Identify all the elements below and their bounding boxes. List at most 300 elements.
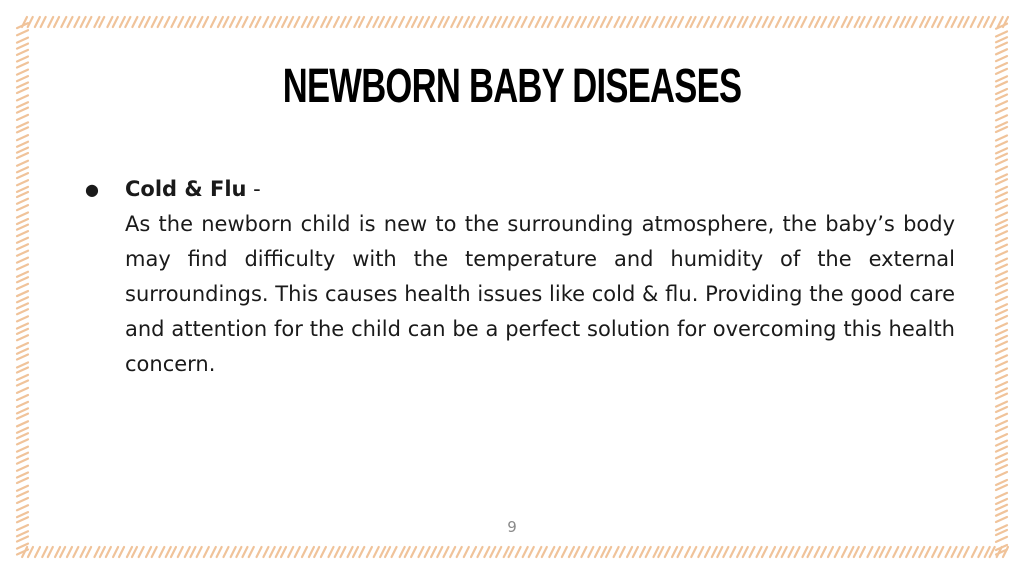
border-hatch-stroke (996, 323, 1007, 328)
border-hatch-stroke (646, 547, 651, 557)
border-hatch-stroke (900, 547, 905, 557)
border-hatch-stroke (48, 547, 53, 557)
border-hatch-stroke (17, 212, 28, 217)
border-hatch-stroke (795, 17, 800, 27)
border-hatch-stroke (808, 547, 813, 557)
border-hatch-stroke (996, 174, 1007, 179)
border-hatch-stroke (996, 459, 1007, 464)
border-hatch-stroke (996, 122, 1007, 127)
border-hatch-stroke (705, 547, 710, 557)
border-hatch-stroke (60, 547, 65, 557)
border-hatch-stroke (496, 17, 501, 27)
border-hatch-stroke (562, 17, 567, 27)
border-hatch-stroke (73, 547, 78, 557)
border-hatch-stroke (178, 547, 183, 557)
border-hatch-stroke (171, 547, 176, 557)
border-hatch-stroke (671, 17, 676, 27)
border-hatch-stroke (359, 547, 364, 557)
border-hatch-stroke (17, 537, 28, 542)
border-hatch-stroke (802, 547, 807, 557)
border-hatch-stroke (652, 17, 657, 27)
border-hatch-stroke (477, 17, 482, 27)
border-hatch-stroke (17, 473, 28, 478)
border-hatch-stroke (380, 547, 385, 557)
border-hatch-stroke (67, 17, 72, 27)
bullet-separator: - (246, 177, 261, 201)
border-hatch-stroke (762, 547, 767, 557)
border-hatch-stroke (314, 547, 319, 557)
border-hatch-stroke (444, 547, 449, 557)
border-hatch-stroke (17, 277, 28, 282)
border-hatch-stroke (996, 225, 1007, 230)
border-hatch-stroke (335, 547, 340, 557)
border-hatch-stroke (17, 433, 28, 438)
border-hatch-stroke (159, 547, 164, 557)
border-hatch-stroke (17, 148, 28, 153)
border-hatch-stroke (972, 547, 977, 557)
border-hatch-stroke (17, 264, 28, 269)
border-hatch-stroke (17, 402, 28, 407)
border-hatch-stroke (645, 17, 650, 27)
border-hatch-stroke (925, 547, 930, 557)
border-hatch-stroke (288, 547, 293, 557)
border-hatch-stroke (900, 17, 905, 27)
border-hatch-stroke (996, 499, 1007, 504)
border-hatch-stroke (204, 547, 209, 557)
border-hatch-stroke (243, 17, 248, 27)
border-hatch-stroke (776, 547, 781, 557)
border-hatch-stroke (581, 17, 586, 27)
border-hatch-stroke (41, 17, 46, 27)
border-hatch-stroke (17, 56, 28, 61)
border-hatch-stroke (185, 17, 190, 27)
border-hatch-stroke (738, 17, 743, 27)
border-hatch-stroke (197, 547, 202, 557)
border-hatch-stroke (996, 382, 1007, 387)
border-hatch-stroke (185, 547, 190, 557)
border-hatch-stroke (996, 375, 1007, 380)
border-hatch-stroke (437, 547, 442, 557)
border-hatch-stroke (190, 547, 195, 557)
border-hatch-stroke (270, 17, 275, 27)
border-hatch-stroke (464, 17, 469, 27)
border-hatch-stroke (874, 547, 879, 557)
border-hatch-stroke (938, 547, 943, 557)
border-hatch-stroke (996, 63, 1007, 68)
border-hatch-stroke (17, 408, 28, 413)
border-hatch-stroke (958, 547, 963, 557)
border-hatch-stroke (815, 17, 820, 27)
border-hatch-stroke (978, 547, 983, 557)
border-hatch-stroke (504, 547, 509, 557)
border-hatch-stroke (321, 17, 326, 27)
border-hatch-stroke (270, 547, 275, 557)
border-hatch-stroke (666, 17, 671, 27)
border-hatch-stroke (952, 547, 957, 557)
border-hatch-stroke (750, 547, 755, 557)
border-hatch-stroke (256, 17, 261, 27)
border-hatch-stroke (996, 37, 1007, 42)
bullet-dot-icon: ● (85, 180, 99, 199)
border-hatch-stroke (424, 17, 429, 27)
border-hatch-stroke (236, 17, 241, 27)
border-hatch-stroke (17, 44, 28, 49)
border-hatch-stroke (113, 547, 118, 557)
border-hatch-stroke (152, 547, 157, 557)
border-hatch-stroke (490, 547, 495, 557)
border-hatch-stroke (439, 17, 444, 27)
border-hatch-stroke (743, 17, 748, 27)
border-hatch-stroke (17, 309, 28, 314)
border-hatch-stroke (496, 547, 501, 557)
border-hatch-stroke (996, 336, 1007, 341)
border-hatch-stroke (516, 547, 521, 557)
border-hatch-stroke (400, 547, 405, 557)
border-hatch-stroke (795, 547, 800, 557)
border-hatch-stroke (770, 547, 775, 557)
border-hatch-stroke (471, 547, 476, 557)
border-hatch-stroke (178, 17, 183, 27)
border-hatch-stroke (523, 547, 528, 557)
border-hatch-stroke (211, 17, 216, 27)
border-hatch-stroke (17, 173, 28, 178)
border-hatch-stroke (996, 368, 1007, 373)
border-hatch-stroke (945, 547, 950, 557)
border-hatch-stroke (99, 17, 104, 27)
border-hatch-stroke (17, 225, 28, 230)
border-hatch-stroke (996, 238, 1007, 243)
bullet-text: As the newborn child is new to the surrounding atmosphere, the baby’s body may find difficulty with the temperature and humidity of the external surroundings. This causes health issues like cold & flu. Providing the good care and attention for the child can be a perfect solution for overcoming this health concern. (125, 212, 955, 376)
border-hatch-stroke (996, 220, 1007, 225)
border-hatch-stroke (17, 335, 28, 340)
border-hatch-stroke (697, 17, 702, 27)
border-hatch-stroke (35, 17, 40, 27)
border-hatch-stroke (276, 17, 281, 27)
border-hatch-stroke (17, 447, 28, 452)
border-hatch-stroke (996, 142, 1007, 147)
border-hatch-stroke (996, 362, 1007, 367)
border-hatch-stroke (17, 258, 28, 263)
border-hatch-stroke (595, 547, 600, 557)
border-hatch-stroke (815, 547, 820, 557)
border-hatch-stroke (529, 547, 534, 557)
border-hatch-stroke (828, 547, 833, 557)
border-hatch-stroke (601, 547, 606, 557)
border-hatch-stroke (367, 547, 372, 557)
border-hatch-stroke (996, 297, 1007, 302)
border-hatch-stroke (282, 17, 287, 27)
border-hatch-stroke (17, 466, 28, 471)
border-hatch-stroke (425, 547, 430, 557)
border-hatch-stroke (958, 17, 963, 27)
border-hatch-stroke (640, 547, 645, 557)
border-hatch-stroke (574, 547, 579, 557)
border-hatch-stroke (509, 547, 514, 557)
border-hatch-stroke (223, 17, 228, 27)
border-hatch-stroke (113, 17, 118, 27)
border-hatch-stroke (152, 17, 157, 27)
border-hatch-stroke (867, 547, 872, 557)
border-hatch-stroke (607, 17, 612, 27)
border-hatch-stroke (55, 547, 60, 557)
border-hatch-stroke (996, 427, 1007, 432)
border-hatch-stroke (457, 547, 462, 557)
border-hatch-stroke (17, 498, 28, 503)
border-hatch-stroke (996, 394, 1007, 399)
border-hatch-stroke (263, 547, 268, 557)
border-hatch-stroke (555, 547, 560, 557)
border-hatch-stroke (17, 486, 28, 491)
border-hatch-stroke (17, 550, 28, 555)
border-hatch-stroke (418, 547, 423, 557)
border-hatch-stroke (42, 547, 47, 557)
border-hatch-stroke (327, 17, 332, 27)
border-hatch-stroke (230, 17, 235, 27)
border-hatch-stroke (996, 441, 1007, 446)
border-hatch-stroke (515, 17, 520, 27)
border-hatch-stroke (996, 127, 1007, 132)
border-hatch-stroke (17, 38, 28, 43)
border-hatch-stroke (920, 17, 925, 27)
border-hatch-stroke (996, 187, 1007, 192)
border-hatch-stroke (996, 388, 1007, 393)
border-hatch-stroke (17, 122, 28, 127)
border-hatch-stroke (309, 547, 314, 557)
border-hatch-stroke (821, 547, 826, 557)
border-hatch-stroke (17, 187, 28, 192)
border-hatch-stroke (996, 76, 1007, 81)
border-hatch-stroke (457, 17, 462, 27)
border-hatch-stroke (17, 161, 28, 166)
border-hatch-stroke (74, 17, 79, 27)
border-hatch-stroke (658, 547, 663, 557)
border-hatch-stroke (17, 167, 28, 172)
border-hatch-stroke (659, 17, 664, 27)
border-hatch-stroke (685, 547, 690, 557)
border-hatch-stroke (17, 108, 28, 113)
border-hatch-stroke (385, 17, 390, 27)
border-hatch-stroke (197, 17, 202, 27)
border-hatch-stroke (996, 135, 1007, 140)
border-hatch-stroke (477, 547, 482, 557)
border-hatch-stroke (653, 547, 658, 557)
border-hatch-stroke (17, 82, 28, 87)
border-hatch-stroke (17, 421, 28, 426)
border-hatch-stroke (100, 547, 105, 557)
border-hatch-stroke (379, 17, 384, 27)
border-hatch-stroke (996, 154, 1007, 159)
border-hatch-stroke (490, 17, 495, 27)
border-hatch-stroke (406, 17, 411, 27)
border-hatch-stroke (242, 547, 247, 557)
border-hatch-stroke (450, 547, 455, 557)
border-hatch-stroke (281, 547, 286, 557)
border-hatch-stroke (906, 547, 911, 557)
border-hatch-stroke (996, 101, 1007, 106)
border-hatch-stroke (581, 547, 586, 557)
border-hatch-stroke (996, 167, 1007, 172)
border-hatch-stroke (996, 447, 1007, 452)
border-hatch-stroke (996, 511, 1007, 516)
border-hatch-stroke (874, 17, 879, 27)
border-hatch-stroke (996, 213, 1007, 218)
border-hatch-stroke (996, 231, 1007, 236)
border-hatch-stroke (548, 17, 553, 27)
border-hatch-stroke (978, 17, 983, 27)
border-hatch-stroke (996, 192, 1007, 197)
border-hatch-stroke (28, 17, 33, 27)
border-hatch-stroke (502, 17, 507, 27)
border-hatch-stroke (67, 547, 72, 557)
border-hatch-stroke (411, 547, 416, 557)
border-hatch-stroke (996, 89, 1007, 94)
border-hatch-stroke (17, 244, 28, 249)
border-hatch-stroke (431, 17, 436, 27)
border-hatch-stroke (17, 192, 28, 197)
border-hatch-stroke (769, 17, 774, 27)
border-hatch-stroke (257, 547, 262, 557)
border-hatch-stroke (886, 547, 891, 557)
border-hatch-stroke (35, 547, 40, 557)
border-hatch-stroke (17, 395, 28, 400)
border-hatch-stroke (236, 547, 241, 557)
border-hatch-stroke (125, 17, 130, 27)
border-hatch-stroke (756, 17, 761, 27)
border-hatch-stroke (17, 459, 28, 464)
border-hatch-stroke (17, 368, 28, 373)
border-hatch-stroke (249, 547, 254, 557)
border-hatch-stroke (919, 547, 924, 557)
border-hatch-stroke (17, 231, 28, 236)
border-hatch-stroke (536, 547, 541, 557)
border-hatch-stroke (990, 547, 995, 557)
border-hatch-stroke (860, 547, 865, 557)
border-hatch-stroke (996, 505, 1007, 510)
border-hatch-stroke (886, 17, 891, 27)
border-hatch-stroke (996, 56, 1007, 61)
border-hatch-stroke (81, 17, 86, 27)
border-hatch-stroke (678, 547, 683, 557)
border-hatch-stroke (464, 547, 469, 557)
border-hatch-stroke (17, 324, 28, 329)
border-hatch-stroke (996, 160, 1007, 165)
border-hatch-stroke (985, 547, 990, 557)
border-hatch-stroke (620, 547, 625, 557)
border-hatch-stroke (996, 265, 1007, 270)
border-hatch-stroke (996, 95, 1007, 100)
border-hatch-stroke (354, 17, 359, 27)
border-hatch-stroke (964, 547, 969, 557)
border-hatch-stroke (996, 342, 1007, 347)
border-hatch-stroke (94, 17, 99, 27)
border-hatch-stroke (633, 547, 638, 557)
border-hatch-stroke (340, 547, 345, 557)
border-hatch-stroke (757, 547, 762, 557)
border-hatch-stroke (893, 547, 898, 557)
border-hatch-stroke (17, 284, 28, 289)
bullet-body (125, 172, 955, 382)
border-hatch-stroke (750, 17, 755, 27)
border-hatch-stroke (834, 17, 839, 27)
border-hatch-stroke (835, 547, 840, 557)
border-hatch-stroke (737, 547, 742, 557)
border-hatch-stroke (964, 17, 969, 27)
border-hatch-stroke (17, 478, 28, 483)
border-hatch-stroke (783, 17, 788, 27)
border-hatch-stroke (139, 17, 144, 27)
border-hatch-stroke (946, 17, 951, 27)
border-hatch-stroke (17, 291, 28, 296)
border-hatch-stroke (80, 547, 85, 557)
border-hatch-stroke (158, 17, 163, 27)
border-hatch-stroke (17, 88, 28, 93)
border-hatch-stroke (880, 17, 885, 27)
border-hatch-stroke (672, 547, 677, 557)
border-hatch-stroke (139, 547, 144, 557)
border-hatch-stroke (48, 17, 53, 27)
border-hatch-stroke (854, 547, 859, 557)
border-hatch-stroke (522, 17, 527, 27)
border-hatch-stroke (996, 108, 1007, 113)
border-hatch-stroke (996, 355, 1007, 360)
border-hatch-stroke (725, 17, 730, 27)
border-hatch-stroke (86, 17, 91, 27)
border-hatch-stroke (996, 259, 1007, 264)
border-hatch-stroke (288, 17, 293, 27)
border-hatch-stroke (367, 17, 372, 27)
border-hatch-stroke (17, 297, 28, 302)
border-hatch-stroke (17, 362, 28, 367)
border-hatch-stroke (665, 547, 670, 557)
border-hatch-stroke (61, 17, 66, 27)
border-hatch-stroke (217, 547, 222, 557)
border-hatch-stroke (263, 17, 268, 27)
border-hatch-stroke (678, 17, 683, 27)
border-hatch-stroke (996, 245, 1007, 250)
border-hatch-stroke (17, 50, 28, 55)
border-hatch-stroke (821, 17, 826, 27)
border-hatch-stroke (294, 17, 299, 27)
bullet-list (80, 172, 955, 382)
border-hatch-stroke (996, 421, 1007, 426)
border-hatch-stroke (723, 547, 728, 557)
border-hatch-stroke (17, 76, 28, 81)
border-hatch-stroke (730, 17, 735, 27)
border-hatch-stroke (971, 17, 976, 27)
border-hatch-stroke (190, 17, 195, 27)
border-hatch-stroke (866, 17, 871, 27)
border-hatch-stroke (334, 17, 339, 27)
border-hatch-stroke (341, 17, 346, 27)
border-hatch-stroke (373, 17, 378, 27)
border-hatch-stroke (17, 115, 28, 120)
border-hatch-stroke (996, 330, 1007, 335)
border-hatch-stroke (938, 17, 943, 27)
border-hatch-stroke (295, 547, 300, 557)
border-hatch-stroke (86, 547, 91, 557)
border-hatch-stroke (996, 414, 1007, 419)
border-hatch-stroke (17, 238, 28, 243)
border-hatch-stroke (17, 199, 28, 204)
border-hatch-stroke (17, 219, 28, 224)
border-hatch-stroke (17, 355, 28, 360)
border-hatch-stroke (996, 69, 1007, 74)
border-hatch-stroke (17, 303, 28, 308)
border-hatch-stroke (801, 17, 806, 27)
border-hatch-stroke (912, 17, 917, 27)
border-hatch-stroke (106, 547, 111, 557)
bullet-heading (125, 172, 955, 207)
